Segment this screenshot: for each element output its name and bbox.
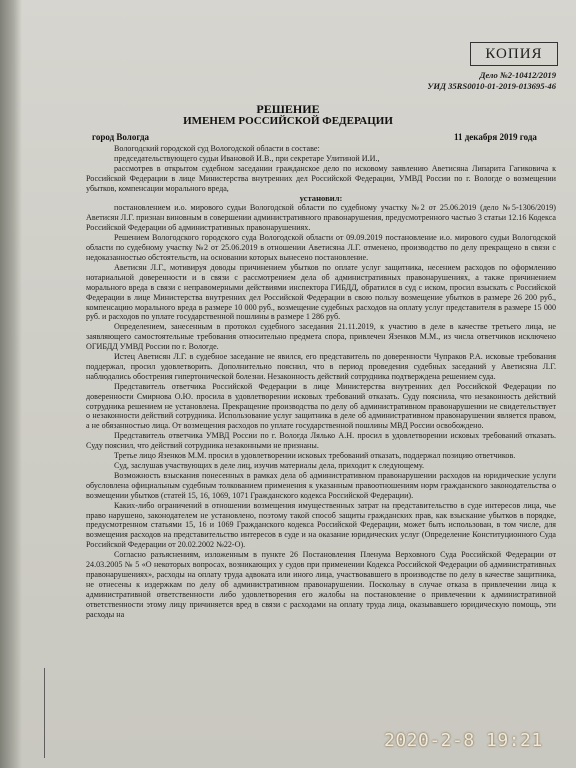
city: город Вологда	[92, 132, 150, 142]
paragraph: Аветисян Л.Г., мотивируя доводы причинением убытков по оплате услуг защитника, несением расходов по оформлению нотариальной доверенности и в связи с рассмотрением дела об административных правонарушениях, а также причинением морального вреда в связи с неправомерными действиями инспектора ГИБДД, обратился в суд с иском, просил взыскать с Российской Федерации в лице Министерства внутренних дел Российской Федерации в свою пользу возмещение убытков в размере 26 200 руб., компенсацию морального вреда в размере 10 000 руб., возмещение судебных расходов на оплату услуг представителя в размере 15 000 руб. и расходов по уплате государственной пошлины в размере 1 286 руб.	[86, 262, 556, 322]
paragraph: Третье лицо Язенков М.М. просил в удовлетворении исковых требований отказать, поддержал позицию ответчиков.	[114, 451, 516, 461]
decision-date: 11 декабря 2019 года	[454, 132, 537, 142]
case-number: Дело №2-10412/2019	[479, 70, 556, 80]
paragraph: постановлением и.о. мирового судьи Вологодской области по судебному участку №2 от 25.06.2019 (дело №5-1306/2019) Аветисян Л.Г. признан виновным в совершении административного правонарушения, предусмотренного частью 3 статьи 12.16 Кодекса Российской Федерации об административных правонарушениях.	[86, 203, 556, 233]
paragraph: Возможность взыскания понесенных в рамках дела об административном правонарушении расходов на юридические услуги обусловлена официальным судебным толкованием применения к указанным правоотношениям норм гражданского законодательства о возмещении убытков (статей 15, 16, 1069, 1071 Гражданского кодекса Российской Федерации).	[86, 470, 556, 500]
paragraph: Каких-либо ограничений в отношении возмещения имущественных затрат на представительство в суде интересов лица, чье право нарушено, законодателем не установлено, поэтому такой способ защиты гражданских прав, как взыскание убытков в порядке, предусмотренном статьями 15, 16 и 1069 Гражданского кодекса Российской Федерации, может быть использован, в том числе, для возмещения расходов на представительство интересов в суде и на оказание юридических услуг (Определение Конституционного Суда Российской Федерации от 20.02.2002 №22-О).	[86, 500, 556, 550]
case-header	[427, 70, 556, 92]
paragraph: председательствующего судьи Ивановой И.В., при секретаре Улитиной И.И.,	[114, 153, 380, 163]
paragraph: Вологодский городской суд Вологодской области в составе:	[114, 144, 320, 153]
paragraph: Решением Вологодского городского суда Вологодской области от 09.09.2019 постановление и.о. мирового судьи Вологодской области по судебному участку №2 от 25.06.2019 в отношении Аветисяна Л.Г. отменено, производство по делу прекращено в связи с недоказанностью обстоятельств, на основании которых вынесено постановление.	[86, 233, 556, 262]
paragraph: Определением, занесенным в протокол судебного заседания 21.11.2019, к участию в деле в качестве третьего лица, не заявляющего самостоятельные требования относительно предмета спора, привлечен Язенков М.М., из числа ответчиков исключено ОГИБДД УМВД России по г. Вологде.	[86, 322, 556, 352]
case-uid: УИД 35RS0010-01-2019-013695-46	[427, 81, 556, 91]
section-heading: установил:	[299, 192, 343, 203]
paragraph: Истец Аветисян Л.Г. в судебное заседание не явился, его представитель по доверенности Чупраков Р.А. исковые требования поддержал, просил удовлетворить. Дополнительно пояснил, что в период проведения судебных заседаний у Аветисяна Л.Г. наблюдались обострения гипертонической болезни. Незаконность действий сотрудника подтверждена решением суда.	[86, 352, 556, 381]
document-subtitle: ИМЕНЕМ РОССИЙСКОЙ ФЕДЕРАЦИИ	[183, 115, 393, 127]
paragraph: рассмотрев в открытом судебном заседании гражданское дело по исковому заявлению Аветисяна Липарита Гагиковича к Российской Федерации в лице Министерства внутренних дел Российской Федерации, УМВД России по г. Вологде о возмещении убытков, компенсации морального вреда,	[86, 163, 556, 193]
paragraph: Суд, заслушав участвующих в деле лиц, изучив материалы дела, приходит к следующему.	[114, 461, 425, 470]
document-title: РЕШЕНИЕ	[256, 102, 320, 116]
paragraph: Представитель ответчика Российской Федерации в лице Министерства внутренних дел Российской Федерации по доверенности Смирнова О.Ю. просила в удовлетворении исковых требований отказать. Суду пояснила, что незаконность действий сотрудника решением не установлена. Прекращение производства по делу об административном правонарушении не свидетельствует о незаконности действий сотрудника. Использование услуг защитника в деле об административном правонарушении является правом, а не обязанностью лица. От возмещения расходов по уплате государственной пошлины МВД России освобождено.	[86, 381, 556, 431]
paragraph: Представитель ответчика УМВД России по г. Вологда Лялько А.Н. просил в удовлетворении исковых требований отказать. Суду пояснил, что действий сотрудника незаконными не признаны.	[86, 431, 556, 451]
margin-line	[44, 668, 45, 758]
document-body	[86, 144, 556, 620]
photo-timestamp: 2020-2-8 19:21	[384, 730, 543, 751]
paragraph: Согласно разъяснениям, изложенным в пункте 26 Постановления Пленума Верховного Суда Российской Федерации от 24.03.2005 № 5 «О некоторых вопросах, возникающих у судов при применении Кодекса Российской Федерации об административных правонарушениях», расходы на оплату труда адвоката или иного лица, участвовавшего в производстве по делу в качестве защитника, не отнесены к издержкам по делу об административном правонарушении. Поскольку в случае отказа в привлечении лица к административной ответственности либо удовлетворения его жалобы на постановление о привлечении к административной ответственности этому лицу причиняется вред в связи с расходами на оплату труда лица, оказывавшего юридическую помощь, эти расходы на	[86, 550, 556, 619]
copy-stamp: КОПИЯ	[470, 42, 558, 66]
